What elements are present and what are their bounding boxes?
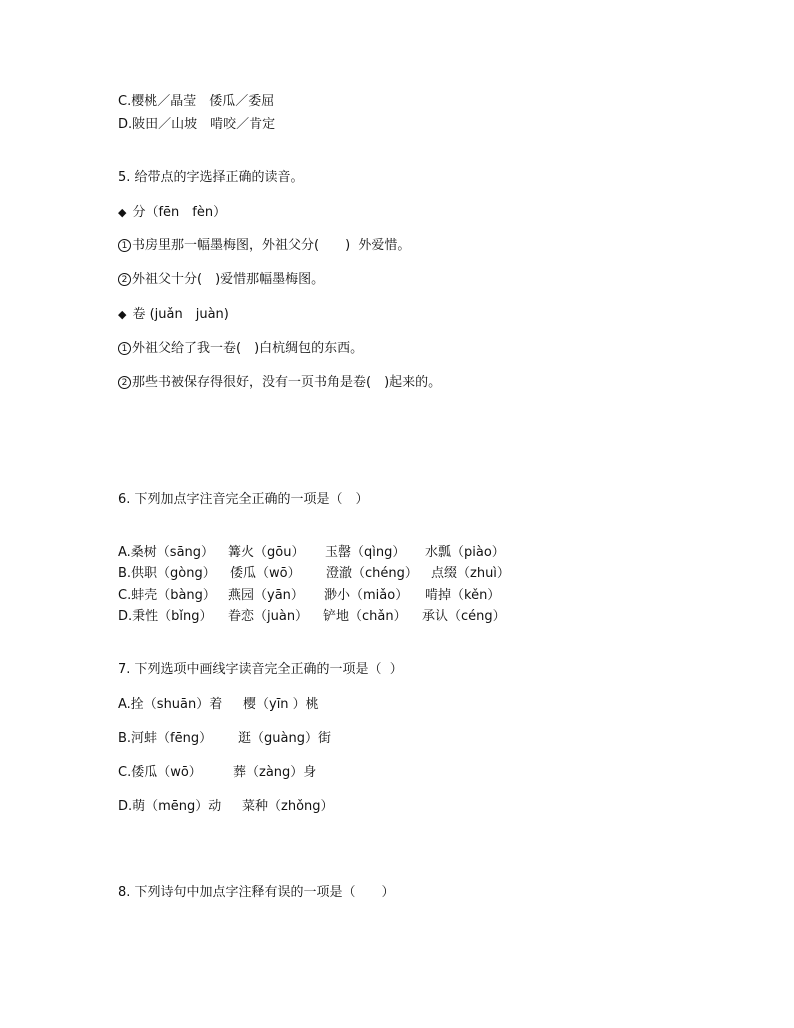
circled-number-icon: 2	[118, 376, 131, 389]
q6-cell: A.桑树（sāng）	[118, 545, 215, 560]
q8-title: 8. 下列诗句中加点字注释有误的一项是（ ）	[118, 885, 395, 900]
q5-group1-item-2-text: 外祖父十分( )爱惜那幅墨梅图。	[132, 272, 325, 287]
q7-cell: B.河蚌（fēng）	[118, 731, 213, 746]
bullet-diamond-icon: ◆	[118, 206, 127, 219]
q6-cell: B.供职（gòng）	[118, 566, 216, 581]
q4-option-c: C.樱桃／晶莹 倭瓜／委屈	[118, 94, 275, 109]
q6-cell: 渺小（miǎo）	[324, 588, 409, 603]
q7-cell: A.拴（shuān）着	[118, 697, 223, 712]
q7-cell: 逛（guàng）街	[238, 731, 331, 746]
circled-number-icon: 2	[118, 273, 131, 286]
q5-group2-head	[118, 306, 229, 324]
q5-group1-item-1-text: 书房里那一幅墨梅图，外祖父分( ) 外爱惜。	[132, 238, 411, 253]
q5-title: 5. 给带点的字选择正确的读音。	[118, 170, 304, 185]
q5-group1-item-1	[118, 237, 410, 255]
q7-cell: 樱（yīn ）桃	[243, 697, 319, 712]
q6-cell: 点缀（zhuì）	[431, 566, 510, 581]
q6-title: 6. 下列加点字注音完全正确的一项是（ ）	[118, 492, 369, 507]
circled-number-icon: 1	[118, 342, 131, 355]
q6-cell: 澄澈（chéng）	[326, 566, 418, 581]
q6-cell: C.蚌壳（bàng）	[118, 588, 216, 603]
q7-cell: 菜种（zhǒng）	[242, 799, 334, 814]
q5-group1-head-text: 分（fēn fèn）	[132, 205, 227, 220]
q5-group2-item-1-text: 外祖父给了我一卷( )白杭绸包的东西。	[132, 341, 364, 356]
q5-group2-item-2-text: 那些书被保存得很好，没有一页书角是卷( )起来的。	[132, 375, 442, 390]
q6-cell: 燕园（yān）	[228, 588, 304, 603]
q6-cell: 铲地（chǎn）	[323, 609, 407, 624]
q6-cell: 啃掉（kěn）	[425, 588, 501, 603]
q6-cell: 玉罄（qìng）	[325, 545, 406, 560]
q7-title: 7. 下列选项中画线字读音完全正确的一项是（ ）	[118, 662, 403, 677]
q6-cell: 承认（céng）	[422, 609, 506, 624]
q6-cell: 倭瓜（wō）	[230, 566, 301, 581]
q5-group2-item-1	[118, 340, 363, 358]
q7-cell: D.萌（mēng）动	[118, 799, 222, 814]
q5-group2-item-2	[118, 374, 441, 392]
q6-cell: 篝火（gōu）	[228, 545, 305, 560]
q6-cell: D.秉性（bǐng）	[118, 609, 213, 624]
q7-cell: C.倭瓜（wō）	[118, 765, 202, 780]
q4-option-d: D.陂田／山坡 啃咬／肯定	[118, 117, 276, 132]
q5-group1-item-2	[118, 271, 324, 289]
q5-group1-head	[118, 204, 226, 222]
q6-cell: 水瓢（piào）	[425, 545, 505, 560]
q6-cell: 眷恋（juàn）	[228, 609, 309, 624]
q7-option-d	[118, 798, 334, 852]
q5-group2-head-text: 卷 (juǎn juàn)	[132, 307, 229, 322]
circled-number-icon: 1	[118, 239, 131, 252]
q7-cell: 葬（zàng）身	[233, 765, 317, 780]
bullet-diamond-icon: ◆	[118, 308, 127, 321]
